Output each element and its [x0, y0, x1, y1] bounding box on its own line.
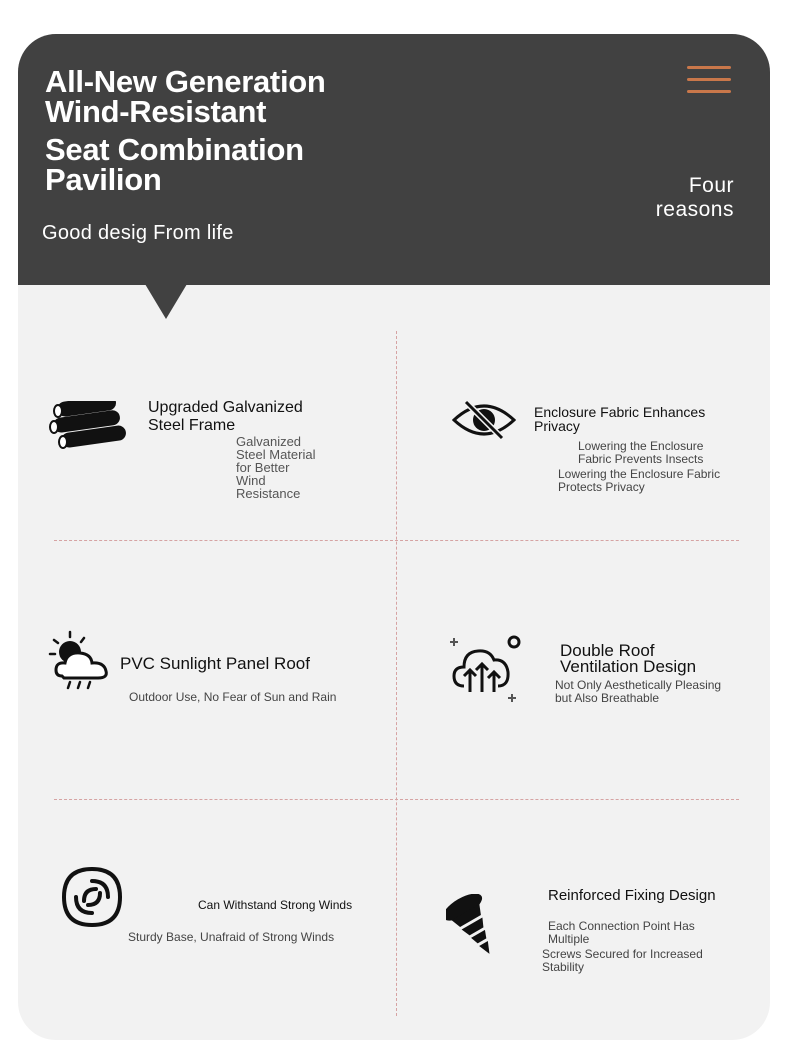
- vertical-divider: [396, 331, 397, 1016]
- feature-desc-line: but Also Breathable: [555, 691, 660, 705]
- header-banner: [18, 34, 770, 285]
- title-line: Wind-Resistant: [45, 94, 267, 129]
- feature-desc-line: Lowering the Enclosure Fabric: [558, 467, 721, 481]
- feature-title-line: Steel Frame: [148, 417, 236, 434]
- feature-title: [198, 896, 352, 914]
- feature-desc-line: Lowering the Enclosure: [578, 439, 704, 453]
- feature-desc-line: Resistance: [236, 486, 301, 501]
- feature-description: [558, 468, 720, 494]
- feature-title: [560, 643, 696, 675]
- feature-description: [236, 435, 315, 500]
- feature-title-line: Upgraded Galvanized: [148, 399, 303, 416]
- menu-icon[interactable]: [687, 66, 733, 98]
- feature-description: [542, 948, 703, 974]
- feature-title-line: Double Roof: [560, 641, 655, 660]
- tagline: Good desig From life: [42, 222, 234, 244]
- feature-title: [120, 655, 310, 673]
- feature-desc-line: Multiple: [548, 932, 590, 946]
- feature-desc-line: Galvanized: [236, 434, 302, 449]
- feature-desc-line: Wind: [236, 473, 266, 488]
- title-line: Pavilion: [45, 162, 162, 197]
- feature-desc-line: Sturdy Base, Unafraid of Strong Winds: [128, 930, 335, 944]
- feature-title-line: Can Withstand Strong Winds: [198, 898, 353, 912]
- wind-swirl-icon: [58, 863, 126, 931]
- feature-description: [578, 440, 703, 466]
- feature-description: [128, 931, 334, 944]
- horizontal-divider: [54, 540, 739, 541]
- title-block-1: [45, 64, 326, 129]
- feature-title: [534, 405, 705, 433]
- title-line: All-New Generation: [45, 64, 326, 99]
- feature-desc-line: Each Connection Point Has: [548, 919, 695, 933]
- feature-desc-line: Steel Material: [236, 447, 316, 462]
- feature-title: [548, 887, 716, 905]
- feature-desc-line: Stability: [542, 960, 585, 974]
- feature-desc-line: for Better: [236, 460, 290, 475]
- feature-desc-line: Fabric Prevents Insects: [578, 452, 704, 466]
- screw-icon: [446, 894, 502, 960]
- title-line: Seat Combination: [45, 132, 304, 167]
- feature-title-line: Enclosure Fabric Enhances: [534, 404, 706, 420]
- feature-description: [555, 679, 721, 705]
- reasons-line: reasons: [655, 198, 734, 221]
- feature-title-line: PVC Sunlight Panel Roof: [120, 654, 310, 673]
- feature-title-line: Privacy: [534, 418, 580, 434]
- steel-pipes-icon: [44, 401, 130, 457]
- feature-description: [548, 920, 695, 946]
- feature-desc-line: Not Only Aesthetically Pleasing: [555, 678, 722, 692]
- feature-title: [148, 399, 303, 435]
- eye-slash-icon: [452, 398, 516, 442]
- horizontal-divider: [54, 799, 739, 800]
- reasons-label: [656, 174, 734, 222]
- feature-title-line: Ventilation Design: [560, 657, 697, 676]
- feature-description: [129, 691, 336, 704]
- cloud-arrows-icon: [446, 630, 524, 708]
- header-pointer: [145, 284, 187, 319]
- reasons-line: Four: [688, 174, 734, 197]
- feature-desc-line: Outdoor Use, No Fear of Sun and Rain: [129, 690, 337, 704]
- feature-desc-line: Screws Secured for Increased: [542, 947, 703, 961]
- sun-cloud-rain-icon: [48, 630, 118, 692]
- product-card: [18, 34, 770, 1040]
- title-block-2: [45, 132, 304, 197]
- feature-desc-line: Protects Privacy: [558, 480, 645, 494]
- feature-title-line: Reinforced Fixing Design: [548, 887, 716, 904]
